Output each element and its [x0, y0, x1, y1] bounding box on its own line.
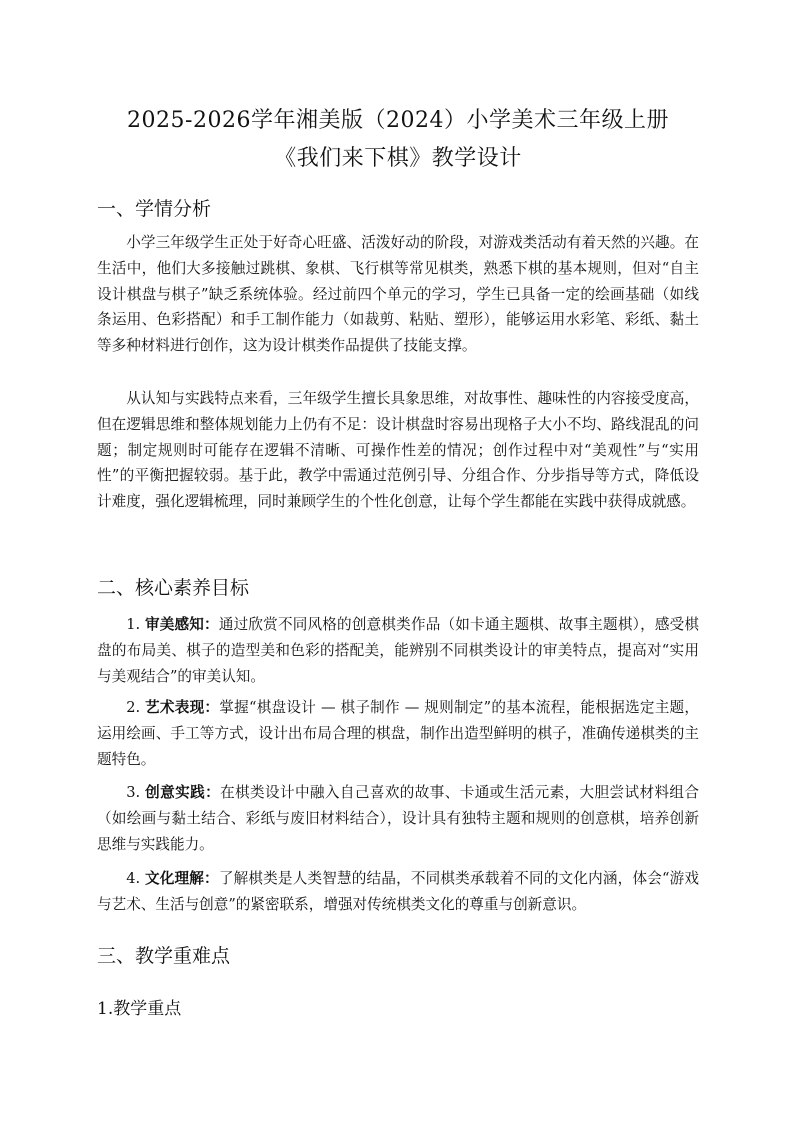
goal-item-cultural-understanding [97, 866, 699, 918]
goal-text: 了解棋类是人类智慧的结晶，不同棋类承载着不同的文化内涵，体会“游戏与艺术、生活与创意”的紧密联系，增强对传统棋类文化的尊重与创新意识。 [97, 870, 700, 913]
goal-text: 掌握“棋盘设计 — 棋子制作 — 规则制定”的基本流程，能根据选定主题，运用绘画、手工等方式，设计出布局合理的棋盘，制作出造型鲜明的棋子，准确传递棋类的主题特色。 [97, 699, 699, 768]
document-title-line-2: 《我们来下棋》教学设计 [274, 146, 522, 171]
goal-text: 在棋类设计中融入自己喜欢的故事、卡通或生活元素，大胆尝试材料组合（如绘画与黏土结合、彩纸与废旧材料结合），设计具有独特主题和规则的创意棋，培养创新思维与实践能力。 [97, 784, 699, 853]
subheading-teaching-focus: 1.教学重点 [97, 999, 182, 1019]
goal-number: 1. [126, 616, 141, 633]
goal-label: 审美感知： [144, 616, 219, 633]
goal-label: 文化理解： [144, 870, 219, 887]
goal-label: 创意实践： [145, 784, 221, 801]
goal-number: 2. [126, 699, 141, 716]
paragraph-learner-analysis-2: 从认知与实践特点来看，三年级学生擅长具象思维，对故事性、趣味性的内容接受度高，但在逻辑思维和整体规划能力上仍有不足：设计棋盘时容易出现格子大小不均、路线混乱的问题；制定规则时可能存在逻辑不清晰、可操作性差的情况；创作过程中对“美观性”与“实用性”的平衡把握较弱。基于此，教学中需通过范例引导、分组合作、分步指导等方式，降低设计难度，强化逻辑梳理，同时兼顾学生的个性化创意，让每个学生都能在实践中获得成就感。 [97, 390, 699, 511]
goal-text: 通过欣赏不同风格的创意棋类作品（如卡通主题棋、故事主题棋），感受棋盘的布局美、棋子的造型美和色彩的搭配美，能辨别不同棋类设计的审美特点，提高对“实用与美观结合”的审美认知。 [97, 616, 699, 685]
goal-item-aesthetic [97, 612, 699, 689]
document-title-line-1: 2025-2026学年湘美版（2024）小学美术三年级上册 [127, 108, 669, 133]
goal-number: 4. [126, 870, 141, 887]
paragraph-learner-analysis-1: 小学三年级学生正处于好奇心旺盛、活泼好动的阶段，对游戏类活动有着天然的兴趣。在生活中，他们大多接触过跳棋、象棋、飞行棋等常见棋类，熟悉下棋的基本规则，但对“自主设计棋盘与棋子”缺乏系统体验。经过前四个单元的学习，学生已具备一定的绘画基础（如线条运用、色彩搭配）和手工制作能力（如裁剪、粘贴、塑形），能够运用水彩笔、彩纸、黏土等多种材料进行创作，这为设计棋类作品提供了技能支撑。 [97, 234, 699, 355]
goal-item-expression [97, 695, 699, 772]
section-heading-learner-analysis: 一、学情分析 [97, 198, 212, 220]
goal-item-creative-practice [97, 780, 699, 857]
goal-number: 3. [126, 784, 141, 801]
section-heading-core-goals: 二、核心素养目标 [97, 577, 250, 599]
section-heading-key-difficulties: 三、教学重难点 [97, 945, 231, 967]
goal-label: 艺术表现： [145, 699, 220, 716]
